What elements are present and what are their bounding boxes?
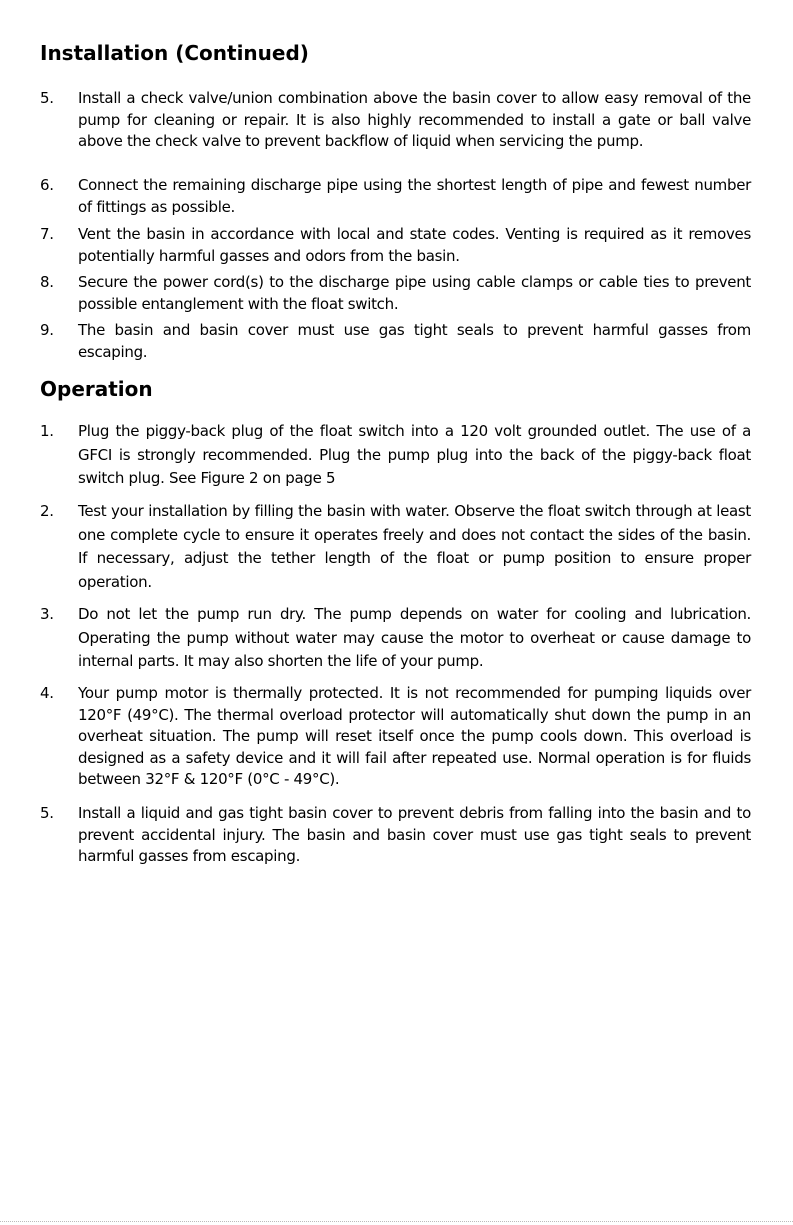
step-number: 5. xyxy=(40,804,54,822)
operation-step-2 xyxy=(40,500,751,594)
step-number: 4. xyxy=(40,684,54,702)
section-heading-operation: Operation xyxy=(40,377,153,401)
installation-step-8 xyxy=(40,272,751,315)
step-number: 9. xyxy=(40,321,54,339)
installation-step-7 xyxy=(40,224,751,267)
section-heading-installation: Installation (Continued) xyxy=(40,41,309,65)
step-number: 2. xyxy=(40,502,54,520)
operation-step-4 xyxy=(40,683,751,791)
step-text: Do not let the pump run dry. The pump depends on water for cooling and lubrication. Operating the pump without water may cause the motor to overheat or cause damage to internal parts. It may also shorten the life of your pump. xyxy=(78,605,751,670)
page-bottom-edge xyxy=(0,1221,793,1223)
step-text: Your pump motor is thermally protected. It is not recommended for pumping liquids over 120°F (49°C). The thermal overload protector will automatically shut down the pump in an overheat situation. The pump will reset itself once the pump cools down. This overload is designed as a safety device and it will fail after repeated use. Normal operation is for fluids between 32°F & 120°F (0°C - 49°C). xyxy=(78,684,751,788)
step-text: The basin and basin cover must use gas tight seals to prevent harmful gasses from escaping. xyxy=(78,321,751,361)
installation-step-5 xyxy=(40,88,751,153)
step-text: Install a check valve/union combination above the basin cover to allow easy removal of the pump for cleaning or repair. It is also highly recommended to install a gate or ball valve above the check valve to prevent backflow of liquid when servicing the pump. xyxy=(78,89,751,150)
operation-step-3 xyxy=(40,603,751,674)
step-text: Secure the power cord(s) to the discharge pipe using cable clamps or cable ties to prevent possible entanglement with the float switch. xyxy=(78,273,751,313)
step-text: Connect the remaining discharge pipe using the shortest length of pipe and fewest number of fittings as possible. xyxy=(78,176,751,216)
step-text: Vent the basin in accordance with local and state codes. Venting is required as it removes potentially harmful gasses and odors from the basin. xyxy=(78,225,751,265)
operation-step-1 xyxy=(40,420,751,491)
step-text: Test your installation by filling the basin with water. Observe the float switch through at least one complete cycle to ensure it operates freely and does not contact the sides of the basin. If necessary, adjust the tether length of the float or pump position to ensure proper operation. xyxy=(78,502,751,591)
step-number: 6. xyxy=(40,176,54,194)
step-number: 3. xyxy=(40,605,54,623)
step-number: 5. xyxy=(40,89,54,107)
installation-step-9 xyxy=(40,320,751,363)
installation-step-6 xyxy=(40,175,751,218)
step-text: Install a liquid and gas tight basin cover to prevent debris from falling into the basin and to prevent accidental injury. The basin and basin cover must use gas tight seals to prevent harmful gasses from escaping. xyxy=(78,804,751,865)
operation-step-5 xyxy=(40,803,751,868)
step-number: 7. xyxy=(40,225,54,243)
step-text: Plug the piggy-back plug of the float switch into a 120 volt grounded outlet. The use of a GFCI is strongly recommended. Plug the pump plug into the back of the piggy-back float switch plug. See Figure 2 on page 5 xyxy=(78,422,751,487)
step-number: 1. xyxy=(40,422,54,440)
step-number: 8. xyxy=(40,273,54,291)
